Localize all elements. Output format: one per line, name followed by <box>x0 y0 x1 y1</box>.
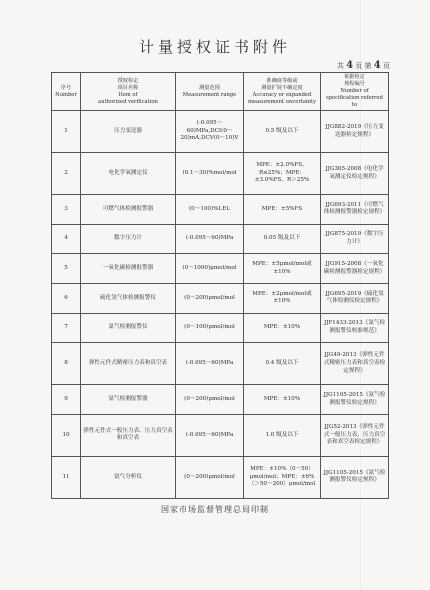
cell-number: 10 <box>52 414 81 456</box>
cell-spec: JJG1105-2015《氨气检测报警仪检定规程》 <box>321 385 389 415</box>
cell-item: 电化学氧测定仪 <box>81 153 176 195</box>
cell-range: (0～1000)μmol/mol <box>176 254 244 284</box>
cell-spec: JJG365-2008《电化学氧测定仪检定规程》 <box>321 153 389 195</box>
cell-number: 4 <box>52 224 81 254</box>
header-line: measurement uncertainty <box>247 98 317 105</box>
cell-number: 6 <box>52 284 81 314</box>
header-number <box>52 73 81 111</box>
header-item <box>81 73 176 111</box>
cell-range: (0～100)%LEL <box>176 195 244 225</box>
cell-spec: JJG49-2013《弹性元件式精密压力表和真空表检定规程》 <box>321 343 389 385</box>
header-line: Number of <box>340 88 369 95</box>
cell-spec: JJG882-2019《压力变送器检定规程》 <box>321 111 389 153</box>
cell-number: 9 <box>52 385 81 415</box>
table-row <box>52 111 389 153</box>
cell-item: 压力变送器 <box>81 111 176 153</box>
table-row <box>52 224 389 254</box>
table-row <box>52 456 389 498</box>
cell-spec: JJG915-2008《一氧化碳检测报警器检定规程》 <box>321 254 389 284</box>
cell-spec: JJG693-2011《可燃气体检测报警器检定规程》 <box>321 195 389 225</box>
cell-spec: JJF1433-2013《氯气检测报警仪校准规范》 <box>321 313 389 343</box>
header-line: 规程编号 <box>344 81 365 88</box>
table-row <box>52 313 389 343</box>
header-line: 准确度等级或 <box>266 77 298 84</box>
page-prefix: 共 <box>336 62 344 70</box>
header-line: Item of <box>118 91 138 98</box>
page-counter <box>337 60 390 71</box>
cell-range: (-0.095～60)MPa <box>176 343 244 385</box>
cell-accuracy: MPE：±10%（0～50）μmol/mol；MPE：±6%（＞50～200）μmol/mol <box>244 456 321 498</box>
table-row <box>52 254 389 284</box>
header-line: Accuracy or expanded <box>252 91 312 98</box>
table-header-row <box>52 73 389 111</box>
cell-item: 硫化氢气体检测报警仪 <box>81 284 176 314</box>
cell-number: 3 <box>52 195 81 225</box>
cell-accuracy: MPE：±5%FS <box>244 195 321 225</box>
table-row <box>52 284 389 314</box>
cell-item: 一氧化碳检测报警器 <box>81 254 176 284</box>
cell-number: 7 <box>52 313 81 343</box>
page-mid: 页 第 <box>355 62 372 70</box>
table-row <box>52 153 389 195</box>
cell-accuracy: MPE：±2.0%FS，R≤25%；MPE：±3.0%FS，R＞25% <box>244 153 321 195</box>
document-title: 计量授权证书附件 <box>138 38 291 56</box>
cell-accuracy: MPE：±5μmol/mol或±10% <box>244 254 321 284</box>
header-line: 测量范围 <box>199 84 220 91</box>
cell-item: 弹性元件式一般压力表、压力真空表和真空表 <box>81 414 176 456</box>
cell-range: (0.1～30)%mol/mol <box>176 153 244 195</box>
cell-accuracy: 0.05 级及以下 <box>244 224 321 254</box>
header-line: authorized verification <box>98 98 158 105</box>
header-line: 序号 <box>60 84 72 91</box>
cell-item: 数字压力计 <box>81 224 176 254</box>
cell-number: 1 <box>52 111 81 153</box>
cell-accuracy: MPE：±10% <box>244 385 321 415</box>
cell-number: 2 <box>52 153 81 195</box>
cell-item: 氯气检测报警仪 <box>81 313 176 343</box>
header-line: 依据检定 <box>344 74 365 80</box>
cell-range: (0～100)μmol/mol <box>176 313 244 343</box>
cell-range: (0～200)μmol/mol <box>176 385 244 415</box>
cell-range: (-0.095～60)MPa <box>176 224 244 254</box>
cell-range: (0～200)μmol/mol <box>176 456 244 498</box>
cell-item: 氨气检测报警器 <box>81 385 176 415</box>
cell-spec: JJG695-2019《硫化氢气体检测仪检定规程》 <box>321 284 389 314</box>
cell-item: 可燃气体检测报警器 <box>81 195 176 225</box>
cell-accuracy: 1.0 级及以下 <box>244 414 321 456</box>
table-row <box>52 343 389 385</box>
cell-item: 氨气分析仪 <box>81 456 176 498</box>
cell-spec: JJG1105-2015《氨气检测报警仪检定规程》 <box>321 456 389 498</box>
header-line: Number <box>55 91 77 98</box>
cell-spec: JJG875-2019《数字压力计》 <box>321 224 389 254</box>
table-row <box>52 414 389 456</box>
cell-item: 弹性元件式精密压力表和真空表 <box>81 343 176 385</box>
cell-accuracy: MPE：±2μmol/mol或±10% <box>244 284 321 314</box>
cell-number: 5 <box>52 254 81 284</box>
page-total: 4 <box>346 60 354 71</box>
page-current: 4 <box>373 60 381 71</box>
table-row <box>52 195 389 225</box>
cell-accuracy: 0.4 级及以下 <box>244 343 321 385</box>
cell-number: 8 <box>52 343 81 385</box>
header-line: 授权检定 <box>117 77 139 84</box>
cell-range: (-0.095～60)MPa <box>176 414 244 456</box>
header-range <box>176 73 244 111</box>
page-suffix: 页 <box>383 62 390 70</box>
cell-accuracy: 0.5 级及以下 <box>244 111 321 153</box>
cell-spec: JJG52-2013《弹性元件式一般压力表、压力真空表和真空表检定规程》 <box>321 414 389 456</box>
issuer-footer: 国家市场监督管理总局印制 <box>161 505 269 514</box>
header-spec <box>321 73 389 111</box>
cell-accuracy: MPE：±10% <box>244 313 321 343</box>
header-line: Measurement range <box>182 91 237 98</box>
header-line: 项目名称 <box>117 84 139 91</box>
header-accuracy <box>244 73 321 111</box>
authorization-table <box>51 72 389 499</box>
table-row <box>52 385 389 415</box>
cell-range: (0～200)μmol/mol <box>176 284 244 314</box>
cell-range: (-0.095～60)MPa,DCI(0～20)mA,DCV(0～10)V <box>176 111 244 153</box>
header-line: specification referred to <box>326 95 383 109</box>
header-line: 测量扩展不确定度 <box>261 84 303 91</box>
cell-number: 11 <box>52 456 81 498</box>
